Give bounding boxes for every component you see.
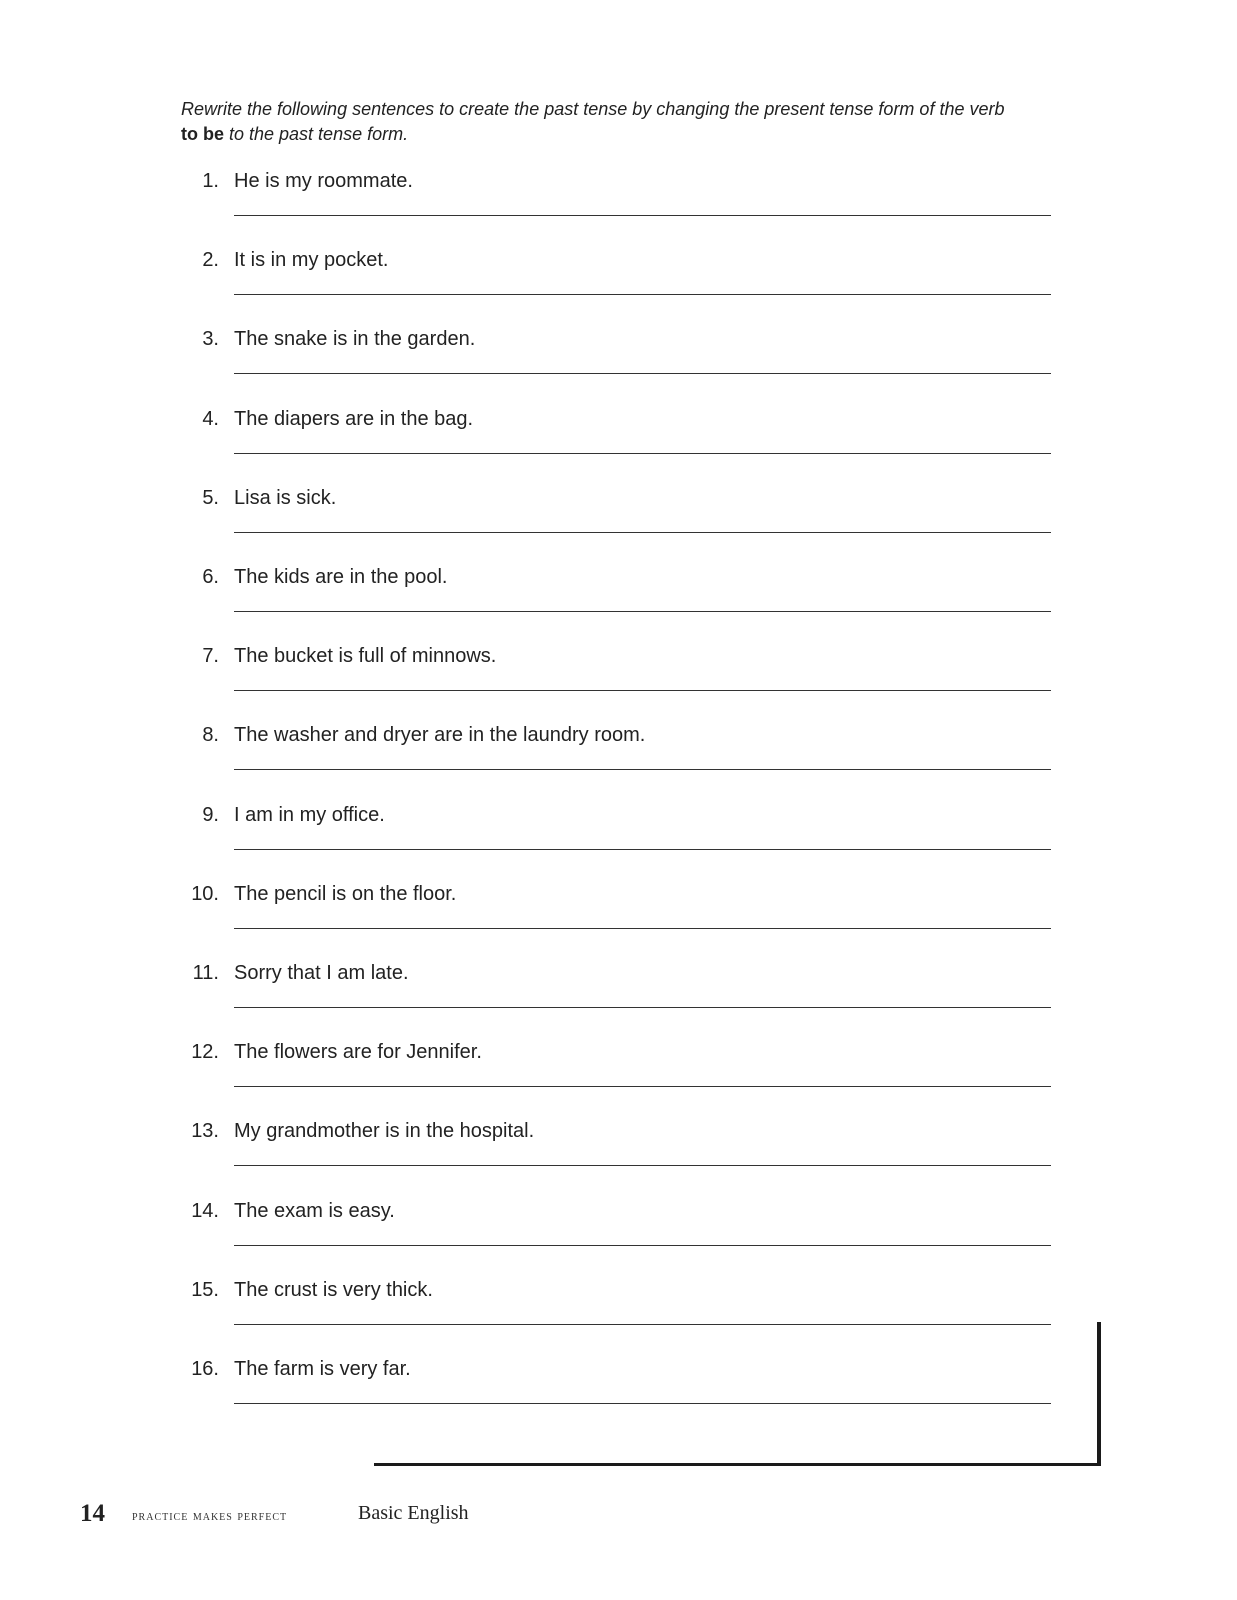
exercise-number: 15. bbox=[191, 1278, 219, 1301]
corner-frame-vertical bbox=[1097, 1322, 1101, 1466]
exercise-item bbox=[181, 326, 1051, 406]
exercise-item bbox=[181, 406, 1051, 486]
exercise-item bbox=[181, 722, 1051, 802]
exercise-number: 11. bbox=[192, 962, 219, 984]
corner-frame-horizontal bbox=[374, 1463, 1101, 1466]
exercise-item bbox=[181, 1039, 1051, 1119]
instructions-bold-verb: to be bbox=[181, 124, 224, 144]
answer-line[interactable] bbox=[234, 294, 1051, 295]
answer-line[interactable] bbox=[234, 1245, 1051, 1246]
exercise-item bbox=[181, 485, 1051, 565]
answer-line[interactable] bbox=[234, 690, 1051, 691]
exercise-sentence: The washer and dryer are in the laundry room. bbox=[234, 724, 646, 747]
exercise-sentence: The pencil is on the floor. bbox=[234, 882, 457, 905]
exercise-number: 14. bbox=[191, 1199, 219, 1222]
exercise-number: 16. bbox=[191, 1358, 219, 1380]
exercise-number: 1. bbox=[202, 170, 219, 192]
page-number: 14 bbox=[80, 1500, 105, 1527]
answer-line[interactable] bbox=[234, 1007, 1051, 1008]
exercise-number: 7. bbox=[202, 645, 219, 668]
exercise-sentence: It is in my pocket. bbox=[234, 249, 389, 272]
answer-line[interactable] bbox=[234, 611, 1051, 612]
exercise-number: 4. bbox=[202, 407, 219, 430]
answer-line[interactable] bbox=[234, 215, 1051, 216]
exercise-item bbox=[181, 960, 1051, 1040]
answer-line[interactable] bbox=[234, 373, 1051, 374]
exercise-sentence: The bucket is full of minnows. bbox=[234, 645, 497, 668]
exercise-sentence: Lisa is sick. bbox=[234, 486, 337, 509]
exercise-sentence: The farm is very far. bbox=[234, 1358, 411, 1380]
exercise-number: 2. bbox=[202, 249, 219, 272]
series-title: practice makes perfect bbox=[132, 1509, 288, 1524]
exercise-number: 3. bbox=[202, 328, 219, 351]
exercise-number: 10. bbox=[191, 882, 219, 905]
exercise-sentence: The diapers are in the bag. bbox=[234, 407, 474, 430]
exercise-number: 12. bbox=[191, 1041, 219, 1064]
answer-line[interactable] bbox=[234, 1324, 1051, 1325]
exercise-item bbox=[181, 802, 1051, 882]
instructions bbox=[181, 97, 1041, 147]
exercise-sentence: The snake is in the garden. bbox=[234, 328, 476, 351]
exercise-item bbox=[181, 564, 1051, 644]
answer-line[interactable] bbox=[234, 1403, 1051, 1404]
instructions-text-after: to the past tense form. bbox=[224, 124, 409, 144]
exercise-item bbox=[181, 1198, 1051, 1278]
answer-line[interactable] bbox=[234, 849, 1051, 850]
exercise-item bbox=[181, 643, 1051, 723]
exercise-item bbox=[181, 881, 1051, 961]
exercise-item bbox=[181, 1277, 1051, 1357]
exercise-number: 6. bbox=[202, 566, 219, 588]
exercise-number: 13. bbox=[191, 1120, 219, 1143]
exercise-sentence: The kids are in the pool. bbox=[234, 566, 448, 588]
exercise-sentence: The crust is very thick. bbox=[234, 1278, 433, 1301]
answer-line[interactable] bbox=[234, 928, 1051, 929]
answer-line[interactable] bbox=[234, 1086, 1051, 1087]
exercise-sentence: The exam is easy. bbox=[234, 1199, 395, 1222]
exercise-sentence: The flowers are for Jennifer. bbox=[234, 1041, 482, 1064]
exercise-number: 5. bbox=[202, 486, 219, 509]
answer-line[interactable] bbox=[234, 453, 1051, 454]
book-title: Basic English bbox=[358, 1502, 469, 1524]
exercise-item bbox=[181, 168, 1051, 248]
exercise-number: 8. bbox=[202, 724, 219, 747]
exercise-sentence: He is my roommate. bbox=[234, 170, 413, 192]
exercise-item bbox=[181, 1356, 1051, 1436]
exercise-sentence: Sorry that I am late. bbox=[234, 962, 409, 984]
exercise-item bbox=[181, 247, 1051, 327]
exercise-sentence: My grandmother is in the hospital. bbox=[234, 1120, 535, 1143]
answer-line[interactable] bbox=[234, 769, 1051, 770]
answer-line[interactable] bbox=[234, 1165, 1051, 1166]
answer-line[interactable] bbox=[234, 532, 1051, 533]
exercise-sentence: I am in my office. bbox=[234, 803, 385, 826]
exercise-number: 9. bbox=[202, 803, 219, 826]
exercise-item bbox=[181, 1118, 1051, 1198]
instructions-text-before: Rewrite the following sentences to create the past tense by changing the present tense form of the verb bbox=[181, 99, 1005, 119]
